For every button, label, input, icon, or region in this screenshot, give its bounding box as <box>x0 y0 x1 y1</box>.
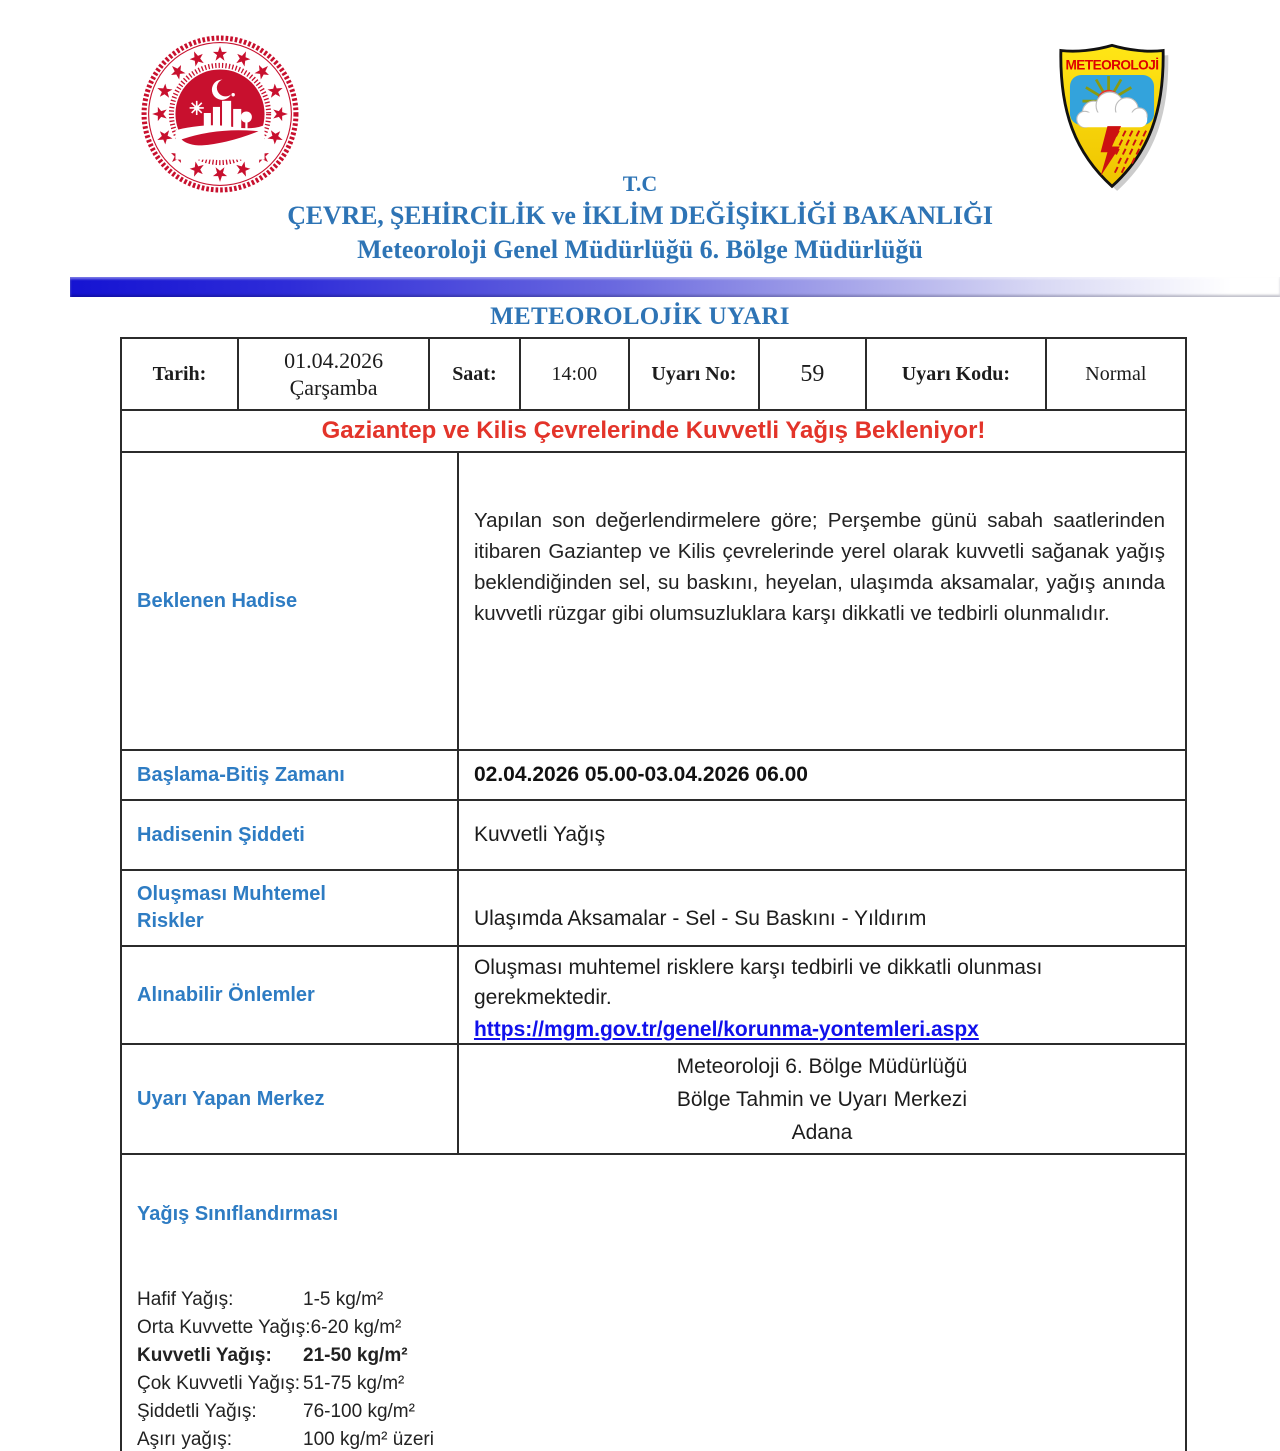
met-logo-label: METEOROLOJİ <box>1065 57 1159 73</box>
onlemler-label: Alınabilir Önlemler <box>137 983 315 1006</box>
row-muhtemel-riskler <box>122 869 1185 945</box>
list-item-highlighted <box>137 1342 1185 1370</box>
sinif-value: 1-5 kg/m² <box>303 1289 384 1310</box>
warning-title: Gaziantep ve Kilis Çevrelerinde Kuvvetli Yağış Bekleniyor! <box>321 417 986 444</box>
sinif-value: 21-50 kg/m² <box>303 1345 408 1366</box>
onlemler-label-cell <box>122 947 459 1043</box>
merkez-line2: Bölge Tahmin ve Uyarı Merkezi <box>676 1087 968 1111</box>
sinif-value: 51-75 kg/m² <box>303 1373 405 1394</box>
row-baslama-bitis <box>122 749 1185 799</box>
info-row <box>122 339 1185 409</box>
list-item <box>137 1370 1185 1398</box>
tarih-day: Çarşamba <box>289 375 378 400</box>
onlemler-text: Oluşması muhtemel risklere karşı tedbirli ve dikkatli olunması gerekmektedir. <box>473 956 1043 1009</box>
list-item <box>137 1286 1185 1314</box>
baslama-label: Başlama-Bitiş Zamanı <box>137 763 345 786</box>
list-item <box>137 1398 1185 1426</box>
sinif-label: Hafif Yağış: <box>137 1289 234 1310</box>
siniflandirma-list <box>137 1286 1185 1451</box>
merkez-line1: Meteoroloji 6. Bölge Müdürlüğü <box>676 1054 968 1078</box>
uyari-kodu-label: Uyarı Kodu: <box>867 339 1047 409</box>
beklenen-text: Yapılan son değerlendirmelere göre; Perşembe günü sabah saatlerinden itibaren Gaziantep ve Kilis çevrelerinde yerel olarak kuvvetli sağanak yağış beklendiğinden sel, su baskını, heyelan, ulaşımda aksamalar, yağış anında kuvvetli rüzgar gibi olumsuzluklara karşı dikkatli ve tedbirli olunmalıdır. <box>473 509 1165 625</box>
header-directorate: Meteoroloji Genel Müdürlüğü 6. Bölge Müdürlüğü <box>357 235 923 264</box>
list-item <box>137 1426 1185 1451</box>
tarih-value <box>239 339 430 409</box>
sinif-label: Şiddetli Yağış: <box>137 1401 257 1422</box>
sinif-value: 100 kg/m² üzeri <box>303 1429 434 1450</box>
uyari-no-label: Uyarı No: <box>630 339 760 409</box>
uyari-no-value: 59 <box>760 339 867 409</box>
merkez-value-cell <box>459 1045 1185 1153</box>
sinif-label: Orta Kuvvette Yağış: <box>137 1317 311 1338</box>
saat-value: 14:00 <box>521 339 630 409</box>
beklenen-value-cell <box>459 453 1185 749</box>
list-item <box>137 1314 1185 1342</box>
merkez-line3: Adana <box>791 1120 853 1144</box>
siddet-label: Hadisenin Şiddeti <box>137 823 305 846</box>
page-title: METEOROLOJİK UYARI <box>490 303 790 330</box>
sinif-label: Kuvvetli Yağış: <box>137 1345 272 1366</box>
sinif-label: Çok Kuvvetli Yağış: <box>137 1373 300 1394</box>
row-alinabilir-onlemler <box>122 945 1185 1043</box>
riskler-label-cell <box>122 871 459 945</box>
uyari-kodu-value: Normal <box>1085 362 1147 385</box>
beklenen-label-cell <box>122 453 459 749</box>
row-yagis-siniflandirmasi <box>122 1153 1185 1451</box>
sinif-value: 6-20 kg/m² <box>310 1317 402 1338</box>
warning-table <box>120 337 1187 1451</box>
header-tc: T.C <box>622 171 658 196</box>
warning-title-row <box>122 409 1185 451</box>
siniflandirma-heading: Yağış Sınıflandırması <box>137 1203 339 1225</box>
tarih-date: 01.04.2026 <box>284 348 384 373</box>
row-uyari-yapan-merkez <box>122 1043 1185 1153</box>
baslama-label-cell <box>122 751 459 799</box>
sinif-value: 76-100 kg/m² <box>303 1401 415 1422</box>
onlemler-value-cell <box>459 947 1185 1043</box>
riskler-value: Ulaşımda Aksamalar - Sel - Su Baskını - Yıldırım <box>473 907 927 930</box>
saat-label: Saat: <box>430 339 520 409</box>
siddet-value: Kuvvetli Yağış <box>473 823 606 846</box>
header-ministry: ÇEVRE, ŞEHİRCİLİK ve İKLİM DEĞİŞİKLİĞİ BAKANLIĞI <box>287 201 993 230</box>
sinif-label: Aşırı yağış: <box>137 1429 233 1450</box>
merkez-label-cell <box>122 1045 459 1153</box>
beklenen-label: Beklenen Hadise <box>137 589 298 612</box>
gradient-divider-bar <box>70 277 1280 297</box>
row-beklenen-hadise <box>122 451 1185 749</box>
korunma-yontemleri-link[interactable]: https://mgm.gov.tr/genel/korunma-yontemleri.aspx <box>473 1018 979 1041</box>
row-hadisenin-siddeti <box>122 799 1185 869</box>
baslama-value: 02.04.2026 05.00-03.04.2026 06.00 <box>473 763 808 786</box>
siddet-label-cell <box>122 801 459 869</box>
merkez-label: Uyarı Yapan Merkez <box>137 1087 325 1110</box>
tarih-label: Tarih: <box>122 339 239 409</box>
document-header <box>0 170 1280 266</box>
riskler-label: Oluşması Muhtemel Riskler <box>137 883 326 932</box>
